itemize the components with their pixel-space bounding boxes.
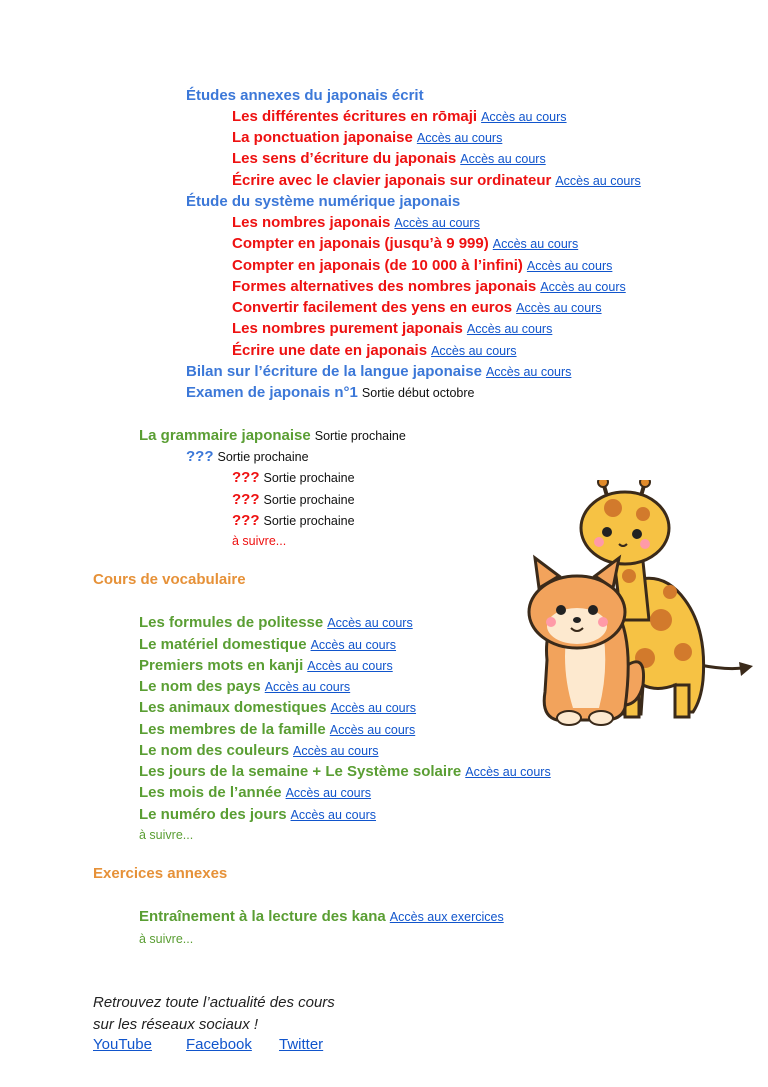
more-text: à suivre... (139, 828, 194, 842)
release-note: Sortie prochaine (263, 514, 355, 528)
written-annex-heading: Études annexes du japonais écrit (186, 87, 424, 104)
course-link[interactable]: Accès au cours (327, 616, 413, 630)
course-link[interactable]: Accès au cours (431, 344, 517, 358)
item-title: Formes alternatives des nombres japonais (232, 278, 537, 295)
item-title: Bilan sur l’écriture de la langue japonaise (186, 363, 482, 380)
course-link[interactable]: Accès au cours (307, 659, 393, 673)
more-text: à suivre... (232, 534, 287, 548)
list-item (232, 490, 355, 510)
course-link[interactable]: Accès au cours (290, 808, 377, 822)
outro-line-1: Retrouvez toute l’actualité des cours (93, 994, 335, 1011)
list-item (232, 171, 641, 191)
list-item (232, 256, 612, 276)
course-link[interactable]: Accès au cours (394, 216, 480, 230)
course-link[interactable]: Accès au cours (285, 786, 372, 800)
item-title: Examen de japonais n°1 (186, 384, 358, 401)
item-title: Écrire une date en japonais (232, 342, 428, 359)
list-item (139, 783, 371, 803)
list-item (139, 907, 504, 927)
list-item (232, 277, 626, 297)
bilan-item (186, 362, 571, 382)
course-link[interactable]: Accès au cours (264, 680, 351, 694)
list-item (232, 107, 567, 127)
more-text: à suivre... (139, 932, 194, 946)
item-title: ??? (186, 448, 214, 465)
item-title: Les animaux domestiques (139, 699, 327, 716)
release-note: Sortie prochaine (314, 429, 406, 443)
item-title: Compter en japonais (de 10 000 à l’infini) (232, 257, 523, 274)
list-item (232, 319, 552, 339)
list-item (232, 234, 578, 254)
release-note: Sortie prochaine (217, 450, 309, 464)
course-link[interactable]: Accès au cours (516, 301, 602, 315)
item-title: Les membres de la famille (139, 721, 326, 738)
list-item (139, 677, 350, 697)
youtube-link[interactable]: YouTube (93, 1036, 152, 1053)
list-item (232, 149, 546, 169)
item-title: Entraînement à la lecture des kana (139, 908, 386, 925)
item-title: Les jours de la semaine + Le Système solaire (139, 763, 462, 780)
exercises-heading: Exercices annexes (93, 865, 228, 882)
exercise-link[interactable]: Accès aux exercices (389, 910, 504, 924)
course-link[interactable]: Accès au cours (330, 701, 417, 715)
course-link[interactable]: Accès au cours (329, 723, 416, 737)
item-title: Le matériel domestique (139, 636, 307, 653)
list-item (139, 698, 416, 718)
item-title: La ponctuation japonaise (232, 129, 413, 146)
course-link[interactable]: Accès au cours (492, 237, 579, 251)
list-item (139, 741, 379, 761)
course-link[interactable]: Accès au cours (526, 259, 613, 273)
item-title: Les différentes écritures en rōmaji (232, 108, 478, 125)
list-item (232, 213, 480, 233)
outro-line-2: sur les réseaux sociaux ! (93, 1016, 259, 1033)
list-item (139, 613, 413, 633)
list-item (139, 656, 393, 676)
exam-item (186, 383, 474, 403)
list-item (232, 468, 355, 488)
list-item (139, 635, 396, 655)
course-link[interactable]: Accès au cours (465, 765, 551, 779)
item-title: Les nombres purement japonais (232, 320, 463, 337)
item-title: Écrire avec le clavier japonais sur ordinateur (232, 172, 552, 189)
list-item (232, 128, 502, 148)
grammar-heading (139, 426, 406, 446)
list-item (139, 720, 415, 740)
course-link[interactable]: Accès au cours (466, 322, 553, 336)
item-title: Le nom des pays (139, 678, 261, 695)
item-title: ??? (232, 512, 260, 529)
item-title: La grammaire japonaise (139, 427, 311, 444)
course-link[interactable]: Accès au cours (416, 131, 503, 145)
mascot-illustration (525, 480, 765, 730)
twitter-link[interactable]: Twitter (279, 1036, 324, 1053)
item-title: Les formules de politesse (139, 614, 324, 631)
item-title: Le numéro des jours (139, 806, 287, 823)
item-title: ??? (232, 469, 260, 486)
release-note: Sortie prochaine (263, 471, 355, 485)
item-title: Compter en japonais (jusqu’à 9 999) (232, 235, 489, 252)
vocab-heading: Cours de vocabulaire (93, 571, 246, 588)
facebook-link[interactable]: Facebook (186, 1036, 252, 1053)
course-link[interactable]: Accès au cours (555, 174, 641, 188)
release-note: Sortie prochaine (263, 493, 355, 507)
item-title: Les sens d’écriture du japonais (232, 150, 457, 167)
list-item (232, 511, 355, 531)
release-note: Sortie début octobre (361, 386, 475, 400)
course-link[interactable]: Accès au cours (540, 280, 626, 294)
item-title: Convertir facilement des yens en euros (232, 299, 513, 316)
list-item (186, 447, 309, 467)
list-item (139, 762, 551, 782)
numbers-heading: Étude du système numérique japonais (186, 193, 461, 210)
list-item (232, 341, 517, 361)
item-title: Premiers mots en kanji (139, 657, 304, 674)
item-title: ??? (232, 491, 260, 508)
item-title: Le nom des couleurs (139, 742, 290, 759)
list-item (139, 805, 376, 825)
item-title: Les nombres japonais (232, 214, 391, 231)
course-link[interactable]: Accès au cours (310, 638, 397, 652)
course-link[interactable]: Accès au cours (485, 365, 572, 379)
course-link[interactable]: Accès au cours (481, 110, 567, 124)
course-link[interactable]: Accès au cours (293, 744, 379, 758)
course-link[interactable]: Accès au cours (460, 152, 546, 166)
item-title: Les mois de l’année (139, 784, 282, 801)
list-item (232, 298, 602, 318)
